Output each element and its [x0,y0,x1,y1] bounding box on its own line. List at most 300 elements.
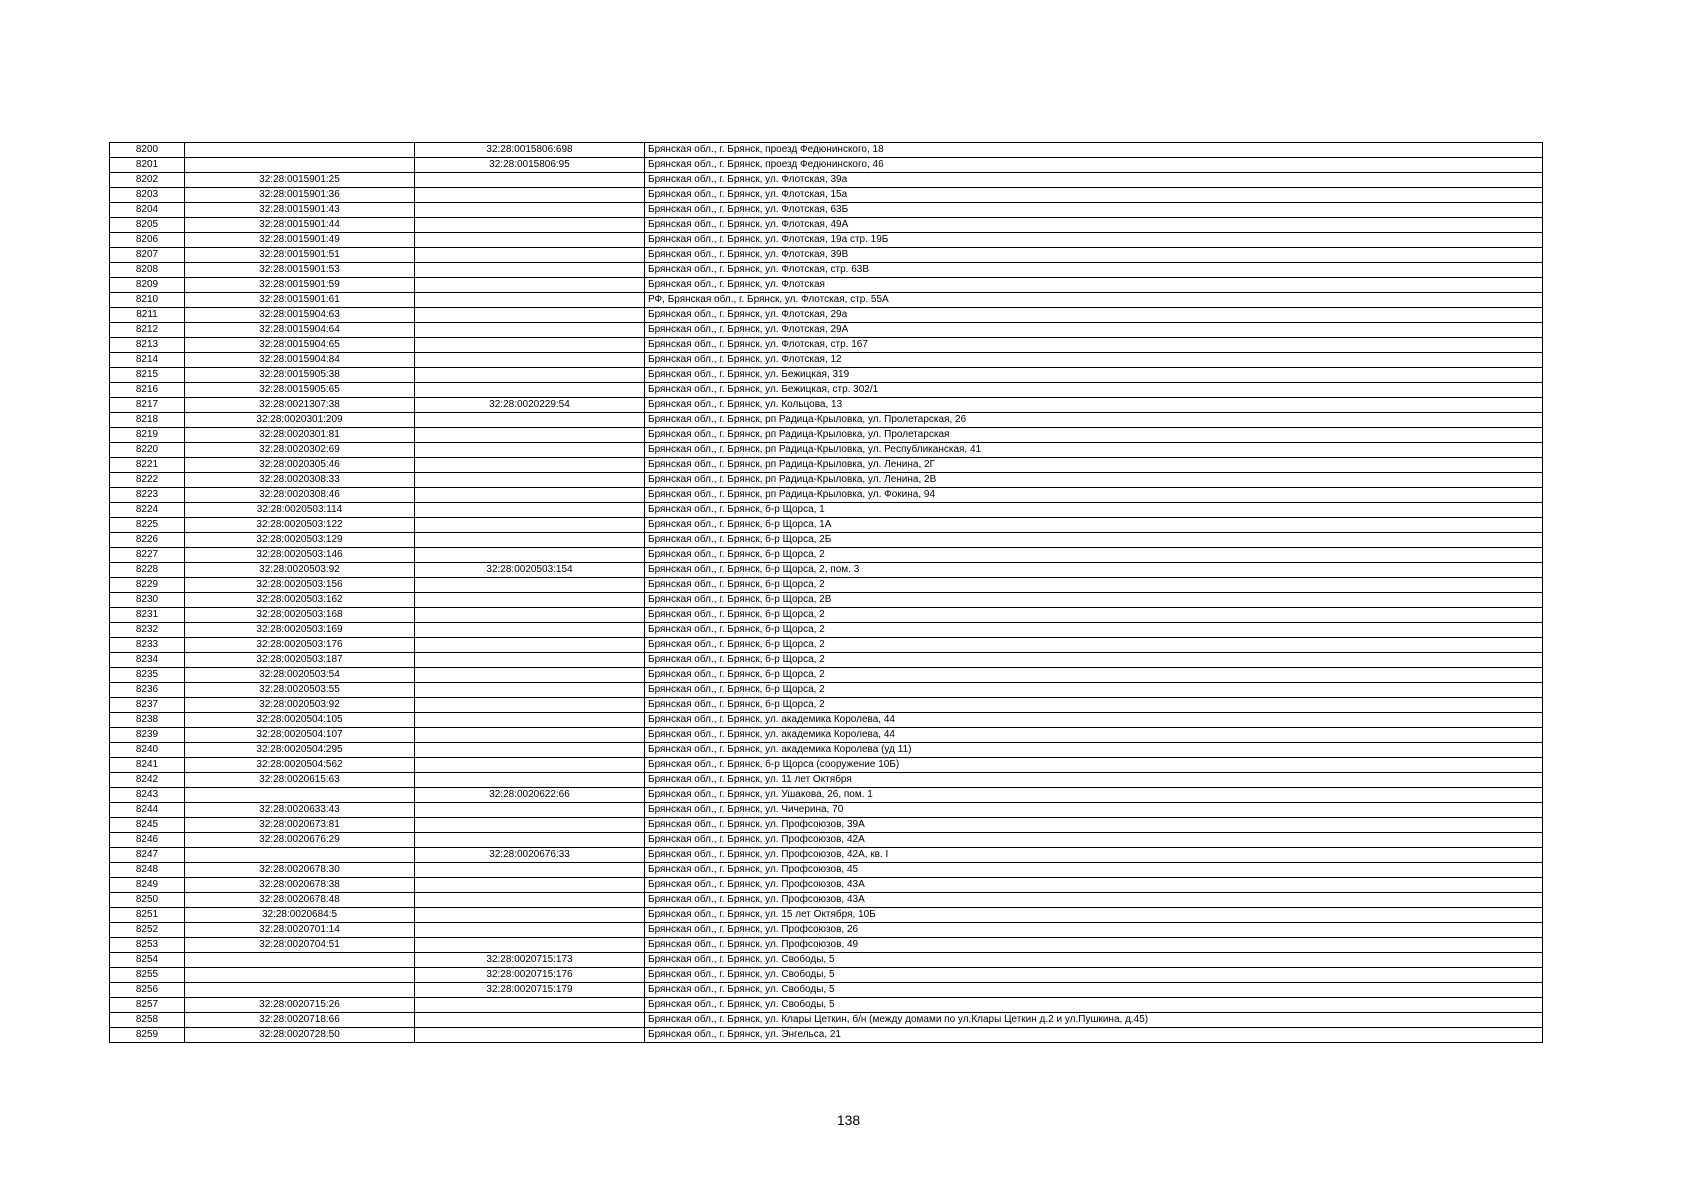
table-row [110,473,1543,488]
related-cadastral-number-cell [415,473,645,488]
table-row [110,758,1543,773]
related-cadastral-number-cell [415,173,645,188]
related-cadastral-number-cell [415,323,645,338]
cadastral-number-cell: 32:28:0020673:81 [185,818,415,833]
table-row [110,233,1543,248]
row-number-cell: 8247 [110,848,185,863]
address-cell: Брянская обл., г. Брянск, б-р Щорса, 2 [645,698,1543,713]
table-row [110,863,1543,878]
table-row [110,278,1543,293]
table-row [110,848,1543,863]
related-cadastral-number-cell [415,833,645,848]
row-number-cell: 8212 [110,323,185,338]
cadastral-number-cell: 32:28:0020503:129 [185,533,415,548]
table-row [110,188,1543,203]
cadastral-number-cell: 32:28:0020504:295 [185,743,415,758]
cadastral-number-cell: 32:28:0015901:25 [185,173,415,188]
row-number-cell: 8257 [110,998,185,1013]
address-cell: Брянская обл., г. Брянск, ул. Флотская, 39а [645,173,1543,188]
address-cell: Брянская обл., г. Брянск, рп Радица-Крыловка, ул. Фокина, 94 [645,488,1543,503]
cadastral-number-cell: 32:28:0020305:46 [185,458,415,473]
table-row [110,908,1543,923]
related-cadastral-number-cell [415,998,645,1013]
related-cadastral-number-cell [415,383,645,398]
row-number-cell: 8243 [110,788,185,803]
address-cell: Брянская обл., г. Брянск, ул. Свободы, 5 [645,998,1543,1013]
cadastral-number-cell: 32:28:0015901:49 [185,233,415,248]
row-number-cell: 8235 [110,668,185,683]
row-number-cell: 8242 [110,773,185,788]
related-cadastral-number-cell [415,233,645,248]
row-number-cell: 8202 [110,173,185,188]
table-row [110,338,1543,353]
row-number-cell: 8237 [110,698,185,713]
cadastral-number-cell: 32:28:0020503:92 [185,698,415,713]
page-number: 138 [836,1112,861,1128]
related-cadastral-number-cell [415,878,645,893]
row-number-cell: 8221 [110,458,185,473]
row-number-cell: 8232 [110,623,185,638]
address-cell: Брянская обл., г. Брянск, б-р Щорса, 2 [645,638,1543,653]
address-cell: Брянская обл., г. Брянск, б-р Щорса (сооружение 10Б) [645,758,1543,773]
row-number-cell: 8222 [110,473,185,488]
related-cadastral-number-cell [415,683,645,698]
table-row [110,428,1543,443]
row-number-cell: 8204 [110,203,185,218]
address-cell: Брянская обл., г. Брянск, б-р Щорса, 2Б [645,533,1543,548]
cadastral-number-cell: 32:28:0020728:50 [185,1028,415,1043]
row-number-cell: 8234 [110,653,185,668]
table-row [110,323,1543,338]
table-row [110,998,1543,1013]
row-number-cell: 8253 [110,938,185,953]
table-row [110,938,1543,953]
address-cell: Брянская обл., г. Брянск, б-р Щорса, 2В [645,593,1543,608]
related-cadastral-number-cell [415,533,645,548]
table-row [110,788,1543,803]
row-number-cell: 8228 [110,563,185,578]
address-cell: Брянская обл., г. Брянск, рп Радица-Крыловка, ул. Республиканская, 41 [645,443,1543,458]
table-row [110,1013,1543,1028]
cadastral-number-cell: 32:28:0020718:66 [185,1013,415,1028]
row-number-cell: 8203 [110,188,185,203]
related-cadastral-number-cell [415,713,645,728]
cadastral-number-cell: 32:28:0015905:38 [185,368,415,383]
table-row [110,773,1543,788]
cadastral-number-cell [185,848,415,863]
cadastral-number-cell: 32:28:0020701:14 [185,923,415,938]
table-row [110,983,1543,998]
row-number-cell: 8224 [110,503,185,518]
row-number-cell: 8245 [110,818,185,833]
row-number-cell: 8227 [110,548,185,563]
table-row [110,353,1543,368]
address-cell: Брянская обл., г. Брянск, ул. Профсоюзов, 45 [645,863,1543,878]
related-cadastral-number-cell [415,728,645,743]
related-cadastral-number-cell: 32:28:0020503:154 [415,563,645,578]
address-cell: Брянская обл., г. Брянск, ул. Флотская, 49А [645,218,1543,233]
address-cell: Брянская обл., г. Брянск, ул. Флотская, 39В [645,248,1543,263]
address-cell: Брянская обл., г. Брянск, ул. Энгельса, 21 [645,1028,1543,1043]
cadastral-number-cell: 32:28:0020503:168 [185,608,415,623]
cadastral-number-cell [185,983,415,998]
related-cadastral-number-cell [415,368,645,383]
related-cadastral-number-cell [415,578,645,593]
cadastral-number-cell: 32:28:0020676:29 [185,833,415,848]
address-cell: Брянская обл., г. Брянск, ул. Профсоюзов, 42А [645,833,1543,848]
row-number-cell: 8216 [110,383,185,398]
table-row [110,713,1543,728]
row-number-cell: 8252 [110,923,185,938]
row-number-cell: 8217 [110,398,185,413]
related-cadastral-number-cell [415,638,645,653]
row-number-cell: 8249 [110,878,185,893]
cadastral-number-cell: 32:28:0020503:156 [185,578,415,593]
cadastral-number-cell: 32:28:0015904:63 [185,308,415,323]
related-cadastral-number-cell [415,698,645,713]
table-row [110,968,1543,983]
table-row [110,158,1543,173]
related-cadastral-number-cell [415,608,645,623]
table-row [110,893,1543,908]
table-row [110,833,1543,848]
related-cadastral-number-cell: 32:28:0020622:66 [415,788,645,803]
row-number-cell: 8256 [110,983,185,998]
related-cadastral-number-cell [415,188,645,203]
address-cell: РФ, Брянская обл., г. Брянск, ул. Флотская, стр. 55А [645,293,1543,308]
cadastral-number-cell: 32:28:0020678:30 [185,863,415,878]
table-row [110,698,1543,713]
address-cell: Брянская обл., г. Брянск, ул. Флотская, 15а [645,188,1543,203]
row-number-cell: 8236 [110,683,185,698]
table-row [110,308,1543,323]
row-number-cell: 8200 [110,143,185,158]
address-cell: Брянская обл., г. Брянск, ул. Профсоюзов, 26 [645,923,1543,938]
cadastral-number-cell: 32:28:0020678:48 [185,893,415,908]
table-row [110,578,1543,593]
row-number-cell: 8231 [110,608,185,623]
cadastral-number-cell [185,158,415,173]
table-row [110,218,1543,233]
address-cell: Брянская обл., г. Брянск, б-р Щорса, 2 [645,608,1543,623]
address-cell: Брянская обл., г. Брянск, ул. Флотская [645,278,1543,293]
table-row [110,413,1543,428]
table-row [110,593,1543,608]
cadastral-number-cell: 32:28:0021307:38 [185,398,415,413]
address-cell: Брянская обл., г. Брянск, ул. Кольцова, 13 [645,398,1543,413]
related-cadastral-number-cell: 32:28:0020676:33 [415,848,645,863]
related-cadastral-number-cell [415,263,645,278]
address-cell: Брянская обл., г. Брянск, ул. академика Королева (уд 11) [645,743,1543,758]
row-number-cell: 8209 [110,278,185,293]
cadastral-number-cell: 32:28:0020615:63 [185,773,415,788]
address-cell: Брянская обл., г. Брянск, б-р Щорса, 2 [645,548,1543,563]
table-row [110,458,1543,473]
row-number-cell: 8206 [110,233,185,248]
cadastral-number-cell [185,788,415,803]
related-cadastral-number-cell [415,428,645,443]
related-cadastral-number-cell [415,218,645,233]
cadastral-number-cell: 32:28:0015904:64 [185,323,415,338]
table-row [110,563,1543,578]
cadastral-number-cell: 32:28:0020503:146 [185,548,415,563]
address-cell: Брянская обл., г. Брянск, рп Радица-Крыловка, ул. Пролетарская [645,428,1543,443]
table-row [110,548,1543,563]
cadastral-number-cell: 32:28:0020503:176 [185,638,415,653]
cadastral-number-cell: 32:28:0015901:51 [185,248,415,263]
table-row [110,638,1543,653]
cadastral-number-cell: 32:28:0015901:44 [185,218,415,233]
related-cadastral-number-cell [415,248,645,263]
table-row [110,518,1543,533]
address-cell: Брянская обл., г. Брянск, б-р Щорса, 2 [645,653,1543,668]
address-cell: Брянская обл., г. Брянск, ул. Профсоюзов, 49 [645,938,1543,953]
row-number-cell: 8248 [110,863,185,878]
row-number-cell: 8225 [110,518,185,533]
cadastral-number-cell: 32:28:0020684:5 [185,908,415,923]
address-cell: Брянская обл., г. Брянск, ул. академика Королева, 44 [645,728,1543,743]
address-cell: Брянская обл., г. Брянск, проезд Федюнинского, 46 [645,158,1543,173]
cadastral-number-cell: 32:28:0015904:65 [185,338,415,353]
cadastral-number-cell: 32:28:0020503:54 [185,668,415,683]
row-number-cell: 8251 [110,908,185,923]
table-row [110,743,1543,758]
address-cell: Брянская обл., г. Брянск, ул. Профсоюзов, 39А [645,818,1543,833]
related-cadastral-number-cell [415,458,645,473]
related-cadastral-number-cell [415,413,645,428]
row-number-cell: 8241 [110,758,185,773]
address-cell: Брянская обл., г. Брянск, б-р Щорса, 1 [645,503,1543,518]
row-number-cell: 8229 [110,578,185,593]
cadastral-number-cell: 32:28:0020301:81 [185,428,415,443]
row-number-cell: 8259 [110,1028,185,1043]
table-row [110,173,1543,188]
table-row [110,143,1543,158]
address-cell: Брянская обл., г. Брянск, ул. Профсоюзов, 42А, кв. I [645,848,1543,863]
address-cell: Брянская обл., г. Брянск, ул. Клары Цеткин, б/н (между домами по ул.Клары Цеткин д.2 и ул.Пушкина, д.45) [645,1013,1543,1028]
row-number-cell: 8239 [110,728,185,743]
table-row [110,818,1543,833]
row-number-cell: 8223 [110,488,185,503]
row-number-cell: 8213 [110,338,185,353]
row-number-cell: 8208 [110,263,185,278]
address-cell: Брянская обл., г. Брянск, ул. Бежицкая, стр. 302/1 [645,383,1543,398]
address-cell: Брянская обл., г. Брянск, б-р Щорса, 2 [645,683,1543,698]
address-cell: Брянская обл., г. Брянск, ул. Свободы, 5 [645,983,1543,998]
address-cell: Брянская обл., г. Брянск, проезд Федюнинского, 18 [645,143,1543,158]
related-cadastral-number-cell [415,938,645,953]
row-number-cell: 8250 [110,893,185,908]
cadastral-number-cell [185,953,415,968]
address-cell: Брянская обл., г. Брянск, ул. Флотская, 19а стр. 19Б [645,233,1543,248]
table-row [110,383,1543,398]
row-number-cell: 8215 [110,368,185,383]
row-number-cell: 8244 [110,803,185,818]
table-row [110,263,1543,278]
address-cell: Брянская обл., г. Брянск, ул. Флотская, 29А [645,323,1543,338]
address-cell: Брянская обл., г. Брянск, ул. Флотская, стр. 167 [645,338,1543,353]
related-cadastral-number-cell [415,353,645,368]
table-row [110,878,1543,893]
related-cadastral-number-cell [415,293,645,308]
related-cadastral-number-cell [415,653,645,668]
cadastral-number-cell: 32:28:0020503:187 [185,653,415,668]
table-row [110,203,1543,218]
row-number-cell: 8226 [110,533,185,548]
table-row [110,533,1543,548]
row-number-cell: 8230 [110,593,185,608]
related-cadastral-number-cell [415,1013,645,1028]
address-cell: Брянская обл., г. Брянск, рп Радица-Крыловка, ул. Ленина, 2В [645,473,1543,488]
related-cadastral-number-cell [415,623,645,638]
related-cadastral-number-cell [415,743,645,758]
row-number-cell: 8240 [110,743,185,758]
cadastral-number-cell: 32:28:0015901:36 [185,188,415,203]
table-row [110,608,1543,623]
address-cell: Брянская обл., г. Брянск, ул. Бежицкая, 319 [645,368,1543,383]
address-cell: Брянская обл., г. Брянск, ул. Свободы, 5 [645,953,1543,968]
row-number-cell: 8210 [110,293,185,308]
table-row [110,488,1543,503]
related-cadastral-number-cell: 32:28:0020715:173 [415,953,645,968]
row-number-cell: 8246 [110,833,185,848]
table-row [110,803,1543,818]
cadastral-number-cell [185,143,415,158]
cadastral-number-cell: 32:28:0020715:26 [185,998,415,1013]
related-cadastral-number-cell [415,818,645,833]
row-number-cell: 8258 [110,1013,185,1028]
row-number-cell: 8201 [110,158,185,173]
cadastral-number-cell [185,968,415,983]
related-cadastral-number-cell [415,593,645,608]
address-cell: Брянская обл., г. Брянск, ул. Флотская, 29а [645,308,1543,323]
related-cadastral-number-cell [415,668,645,683]
related-cadastral-number-cell: 32:28:0020715:179 [415,983,645,998]
address-cell: Брянская обл., г. Брянск, ул. Ушакова, 26, пом. 1 [645,788,1543,803]
cadastral-number-cell: 32:28:0020308:46 [185,488,415,503]
related-cadastral-number-cell: 32:28:0020229:54 [415,398,645,413]
related-cadastral-number-cell [415,758,645,773]
address-cell: Брянская обл., г. Брянск, ул. 15 лет Октября, 10Б [645,908,1543,923]
table-row [110,683,1543,698]
address-cell: Брянская обл., г. Брянск, ул. Профсоюзов, 43А [645,878,1543,893]
address-cell: Брянская обл., г. Брянск, ул. Свободы, 5 [645,968,1543,983]
row-number-cell: 8220 [110,443,185,458]
row-number-cell: 8211 [110,308,185,323]
address-cell: Брянская обл., г. Брянск, ул. Профсоюзов, 43А [645,893,1543,908]
table-row [110,248,1543,263]
cadastral-number-cell: 32:28:0020678:38 [185,878,415,893]
related-cadastral-number-cell: 32:28:0015806:95 [415,158,645,173]
related-cadastral-number-cell [415,203,645,218]
address-cell: Брянская обл., г. Брянск, ул. Чичерина, 70 [645,803,1543,818]
cadastral-number-cell: 32:28:0015901:61 [185,293,415,308]
address-cell: Брянская обл., г. Брянск, ул. 11 лет Октября [645,773,1543,788]
cadastral-number-cell: 32:28:0020504:562 [185,758,415,773]
address-cell: Брянская обл., г. Брянск, ул. Флотская, стр. 63В [645,263,1543,278]
cadastral-number-cell: 32:28:0015901:59 [185,278,415,293]
table-row [110,623,1543,638]
related-cadastral-number-cell [415,503,645,518]
cadastral-number-cell: 32:28:0020308:33 [185,473,415,488]
related-cadastral-number-cell [415,773,645,788]
related-cadastral-number-cell [415,863,645,878]
related-cadastral-number-cell [415,908,645,923]
table-row [110,503,1543,518]
related-cadastral-number-cell [415,893,645,908]
cadastral-number-cell: 32:28:0020503:169 [185,623,415,638]
cadastral-number-cell: 32:28:0020503:92 [185,563,415,578]
table-row [110,668,1543,683]
row-number-cell: 8255 [110,968,185,983]
table-row [110,1028,1543,1043]
row-number-cell: 8218 [110,413,185,428]
table-row [110,443,1543,458]
cadastral-number-cell: 32:28:0015901:43 [185,203,415,218]
address-cell: Брянская обл., г. Брянск, б-р Щорса, 2 [645,668,1543,683]
cadastral-number-cell: 32:28:0015905:65 [185,383,415,398]
related-cadastral-number-cell [415,1028,645,1043]
related-cadastral-number-cell [415,803,645,818]
cadastral-number-cell: 32:28:0015904:84 [185,353,415,368]
related-cadastral-number-cell [415,923,645,938]
cadastral-number-cell: 32:28:0015901:53 [185,263,415,278]
table-row [110,923,1543,938]
cadastral-number-cell: 32:28:0020503:122 [185,518,415,533]
address-cell: Брянская обл., г. Брянск, б-р Щорса, 2 [645,623,1543,638]
address-cell: Брянская обл., г. Брянск, ул. академика Королева, 44 [645,713,1543,728]
table-row [110,653,1543,668]
cadastral-number-cell: 32:28:0020503:162 [185,593,415,608]
row-number-cell: 8214 [110,353,185,368]
related-cadastral-number-cell [415,548,645,563]
related-cadastral-number-cell: 32:28:0020715:176 [415,968,645,983]
row-number-cell: 8207 [110,248,185,263]
cadastral-number-cell: 32:28:0020704:51 [185,938,415,953]
table-row [110,728,1543,743]
related-cadastral-number-cell [415,338,645,353]
related-cadastral-number-cell [415,308,645,323]
address-cell: Брянская обл., г. Брянск, ул. Флотская, 12 [645,353,1543,368]
related-cadastral-number-cell [415,278,645,293]
property-table-body [110,143,1543,1043]
cadastral-number-cell: 32:28:0020504:107 [185,728,415,743]
row-number-cell: 8219 [110,428,185,443]
related-cadastral-number-cell [415,518,645,533]
cadastral-number-cell: 32:28:0020301:209 [185,413,415,428]
related-cadastral-number-cell: 32:28:0015806:698 [415,143,645,158]
property-table [109,142,1543,1043]
cadastral-number-cell: 32:28:0020503:55 [185,683,415,698]
table-row [110,953,1543,968]
address-cell: Брянская обл., г. Брянск, б-р Щорса, 1А [645,518,1543,533]
cadastral-number-cell: 32:28:0020504:105 [185,713,415,728]
related-cadastral-number-cell [415,443,645,458]
address-cell: Брянская обл., г. Брянск, ул. Флотская, 63Б [645,203,1543,218]
row-number-cell: 8233 [110,638,185,653]
address-cell: Брянская обл., г. Брянск, рп Радица-Крыловка, ул. Ленина, 2Г [645,458,1543,473]
row-number-cell: 8238 [110,713,185,728]
row-number-cell: 8254 [110,953,185,968]
address-cell: Брянская обл., г. Брянск, б-р Щорса, 2 [645,578,1543,593]
table-row [110,293,1543,308]
cadastral-number-cell: 32:28:0020633:43 [185,803,415,818]
table-row [110,398,1543,413]
related-cadastral-number-cell [415,488,645,503]
row-number-cell: 8205 [110,218,185,233]
address-cell: Брянская обл., г. Брянск, рп Радица-Крыловка, ул. Пролетарская, 26 [645,413,1543,428]
cadastral-number-cell: 32:28:0020503:114 [185,503,415,518]
